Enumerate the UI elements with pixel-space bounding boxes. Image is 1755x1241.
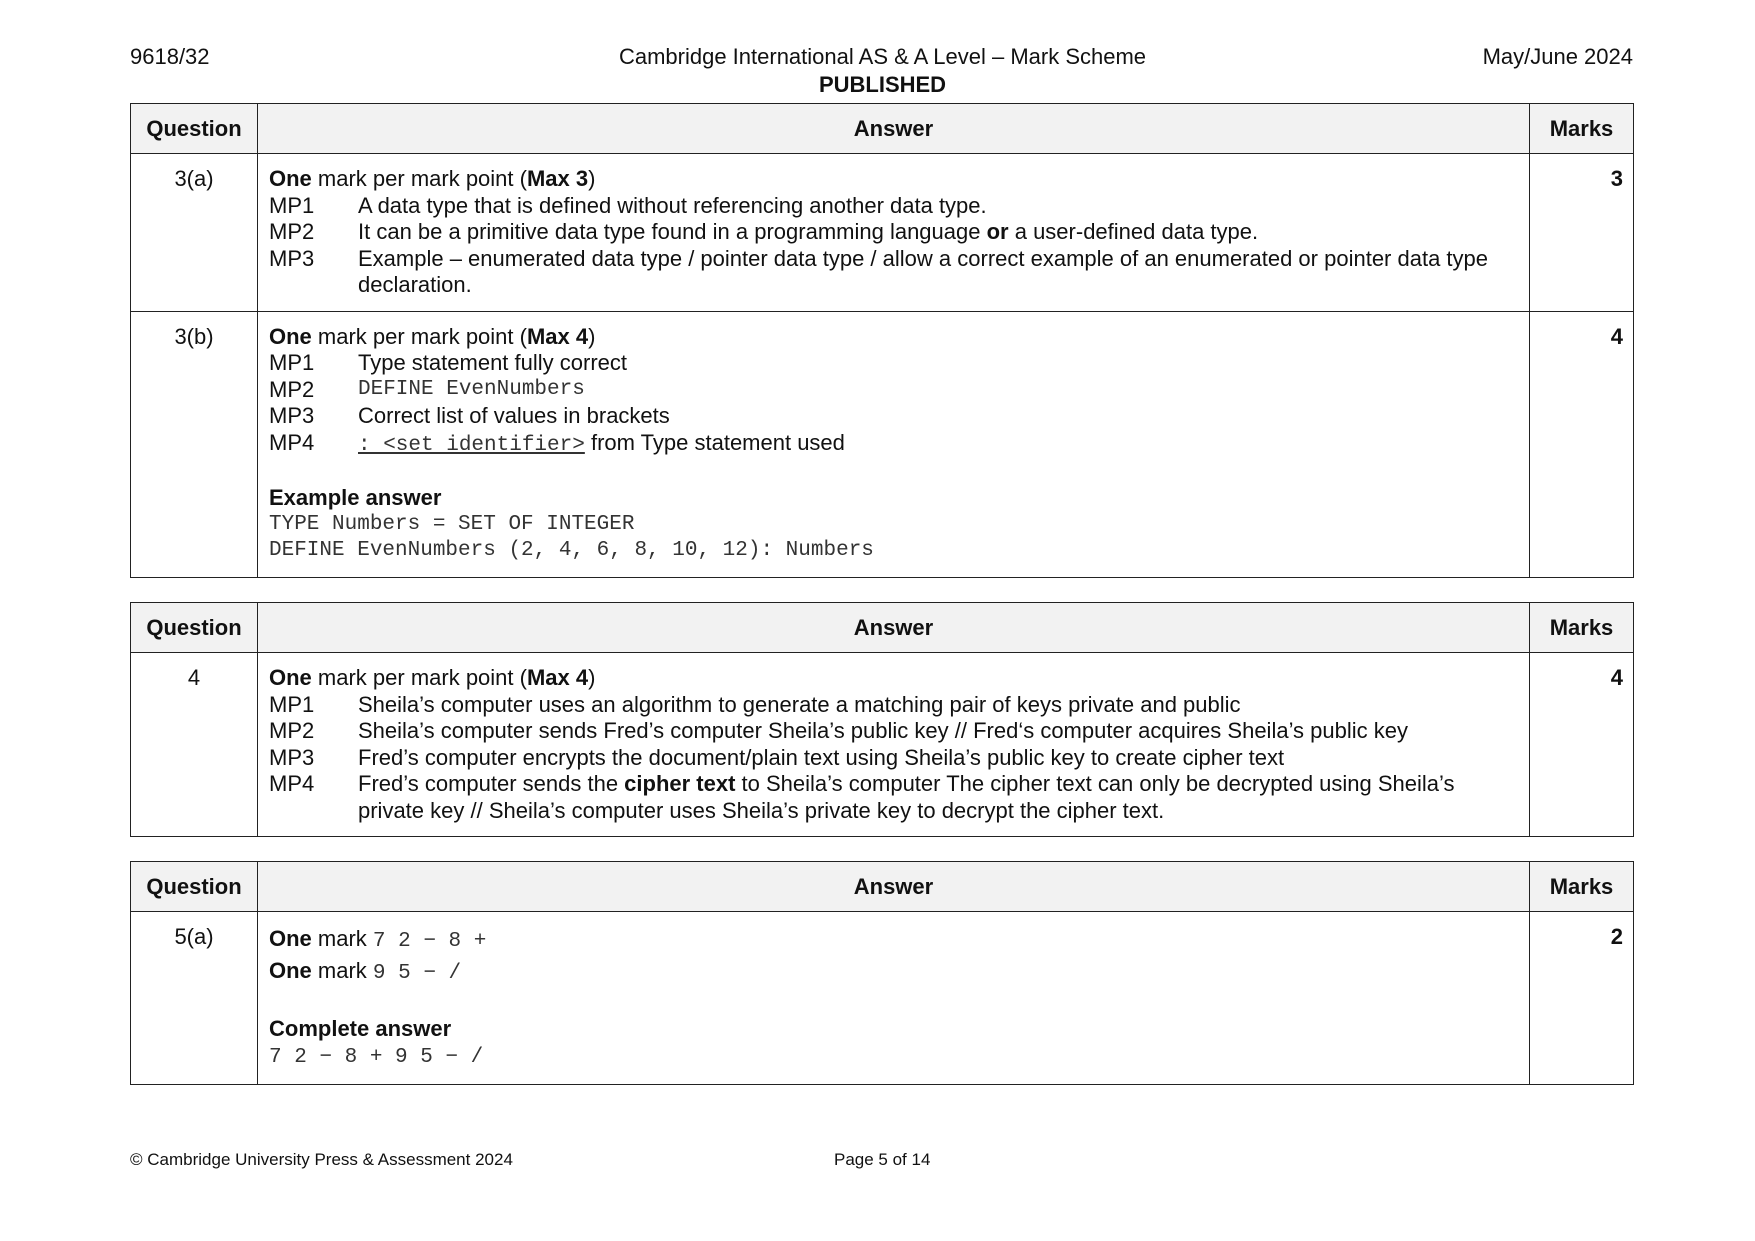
complete-heading: Complete answer [269, 1016, 452, 1041]
question-number: 3(b) [131, 311, 258, 577]
mark-point: MP1 A data type that is defined without referencing another data type. [269, 192, 987, 218]
column-marks: Marks [1530, 603, 1634, 653]
status-label: PUBLISHED [818, 72, 947, 97]
page-number: Page 5 of 14 [834, 1150, 931, 1169]
table-header-row [131, 603, 1634, 653]
marks-value: 2 [1530, 912, 1634, 1085]
mark-point: MP2 DEFINE EvenNumbers [269, 376, 585, 402]
paper-code: 9618/32 [130, 44, 210, 69]
marks-value: 4 [1530, 653, 1634, 837]
example-heading: Example answer [269, 485, 442, 510]
mark-table-q4 [130, 602, 1634, 837]
mark-point: MP2 It can be a primitive data type found in a programming language or a user-defined data type. [269, 219, 1259, 244]
table-row [131, 912, 1634, 1085]
column-question: Question [131, 104, 258, 154]
title-text: Cambridge International AS & A Level – Mark Scheme [618, 44, 1147, 69]
column-answer: Answer [258, 862, 1530, 912]
column-question: Question [131, 862, 258, 912]
mark-point: MP3 Fred’s computer encrypts the document/plain text using Sheila’s public key to create cipher text [269, 744, 1285, 770]
mark-intro: One mark per mark point (Max 4) [269, 665, 596, 690]
mark-point: MP4 Fred’s computer sends the cipher text to Sheila’s computer The cipher text can only be decrypted using Sheila’s private key // Sheila’s computer uses Sheila’s private key to decrypt the cipher text. [269, 771, 1455, 823]
answer-cell [258, 311, 1530, 577]
mark-intro: One mark per mark point (Max 3) [269, 166, 596, 191]
column-answer: Answer [258, 104, 1530, 154]
mark-intro: One mark per mark point (Max 4) [269, 323, 596, 349]
mark-line: One mark 9 5 − / [269, 958, 462, 985]
code-line: DEFINE EvenNumbers (2, 4, 6, 8, 10, 12): Numbers [269, 539, 874, 562]
table-header-row [131, 862, 1634, 912]
column-marks: Marks [1530, 104, 1634, 154]
table-row [131, 653, 1634, 837]
column-answer: Answer [258, 603, 1530, 653]
marks-value: 3 [1530, 154, 1634, 312]
mark-table-q3 [130, 103, 1634, 578]
question-number: 4 [131, 653, 258, 837]
mark-point: MP3 Example – enumerated data type / pointer data type / allow a correct example of an enumerated or pointer data type declaration. [269, 245, 1489, 297]
copyright-notice: © Cambridge University Press & Assessment 2024 [130, 1150, 513, 1169]
code-line: 7 2 − 8 + 9 5 − / [269, 1046, 484, 1069]
marks-value: 4 [1530, 311, 1634, 577]
question-number: 5(a) [131, 912, 258, 1085]
code-line: TYPE Numbers = SET OF INTEGER [269, 512, 635, 536]
mark-point: MP1 Sheila’s computer uses an algorithm to generate a matching pair of keys private and public [269, 691, 1241, 717]
mark-line: One mark 7 2 − 8 + [269, 926, 487, 953]
mark-point: MP3 Correct list of values in brackets [269, 403, 670, 428]
mark-point: MP4 : <set identifier> from Type statement used [269, 429, 845, 457]
answer-cell [258, 154, 1530, 312]
mark-point: MP2 Sheila’s computer sends Fred’s computer Sheila’s public key // Fred‘s computer acquires Sheila’s public key [269, 718, 1408, 743]
column-marks: Marks [1530, 862, 1634, 912]
table-row [131, 311, 1634, 577]
exam-session: May/June 2024 [1482, 44, 1633, 69]
answer-cell [258, 653, 1530, 837]
question-number: 3(a) [131, 154, 258, 312]
mark-table-q5 [130, 861, 1634, 1085]
table-header-row [131, 104, 1634, 154]
answer-cell [258, 912, 1530, 1085]
column-question: Question [131, 603, 258, 653]
table-row [131, 154, 1634, 312]
mark-point: MP1 Type statement fully correct [269, 350, 627, 375]
